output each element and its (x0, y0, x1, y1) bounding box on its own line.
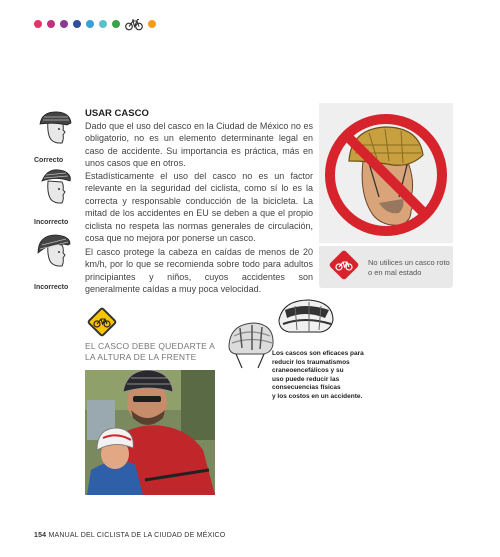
helmet-product-image (275, 296, 337, 344)
diagram-label-incorrect-2: Incorrecto (34, 284, 69, 291)
bicycle-icon (93, 316, 111, 328)
article-heading: USAR CASCO (85, 108, 149, 119)
bicycle-icon (125, 17, 143, 31)
page-footer (34, 532, 225, 539)
caption-line-4: uso puede reducir las (272, 375, 340, 383)
bicycle-icon (335, 259, 353, 271)
caption-line-5: consecuencias físicas (272, 384, 341, 392)
dot-7 (112, 20, 120, 28)
footer-title: MANUAL DEL CICLISTA DE LA CIUDAD DE MÉXICO (48, 532, 226, 539)
dot-6 (99, 20, 107, 28)
helmet-product-image (226, 318, 276, 372)
page-number: 154 (34, 532, 47, 539)
article-paragraph-2: Estadísticamente el uso del casco no es un factor relevante en la seguridad del ciclista, como sí lo es la correcta y responsable conducción de la bicicleta. La mitad de los accidentes en EU se deben a que el propio ciclista no respeta las normas generales de circulación, cosa que no mejora por ponerse un casco. (85, 171, 313, 244)
front-note-line-1: EL CASCO DEBE QUEDARTE A (85, 341, 215, 351)
cyclists-photo (85, 370, 215, 495)
prohibition-sign-icon (319, 103, 453, 243)
tip-text: No utilices un casco roto o en mal estado (368, 258, 450, 277)
dot-2 (47, 20, 55, 28)
section-dots (34, 17, 156, 31)
caption-line-6: y los costos en un accidente. (272, 392, 363, 400)
article-paragraph-3: El casco protege la cabeza en caídas de menos de 20 km/h, por lo que se recomienda sobre todo para adultos principiantes y niños, cuyos accidentes son generalmente caídas a muy poca velocidad. (85, 247, 313, 295)
caption-line-1: Los cascos son eficaces para (272, 350, 364, 357)
incorrect-helmet-icon (34, 231, 74, 271)
incorrect-helmet-icon (34, 167, 74, 207)
dot-3 (60, 20, 68, 28)
caption-line-3: craneoencefálicos y su (272, 367, 344, 375)
dot-8 (148, 20, 156, 28)
diagram-label-correct: Correcto (34, 157, 64, 164)
article-paragraph-1: Dado que el uso del casco en la Ciudad de México no es obligatorio, no es un elemento determinante legal en caso de accidente. Su importancia es práctica, más en unos casos que en otros. (85, 121, 313, 169)
front-note-line-2: LA ALTURA DE LA FRENTE (85, 352, 197, 362)
dot-5 (86, 20, 94, 28)
diagram-label-incorrect-1: Incorrecto (34, 219, 69, 226)
helmet-caption (272, 350, 390, 402)
caption-line-2: reducir los traumatismos (272, 358, 350, 366)
correct-helmet-icon (34, 108, 74, 148)
dot-4 (73, 20, 81, 28)
dot-1 (34, 20, 42, 28)
front-note (85, 341, 215, 363)
